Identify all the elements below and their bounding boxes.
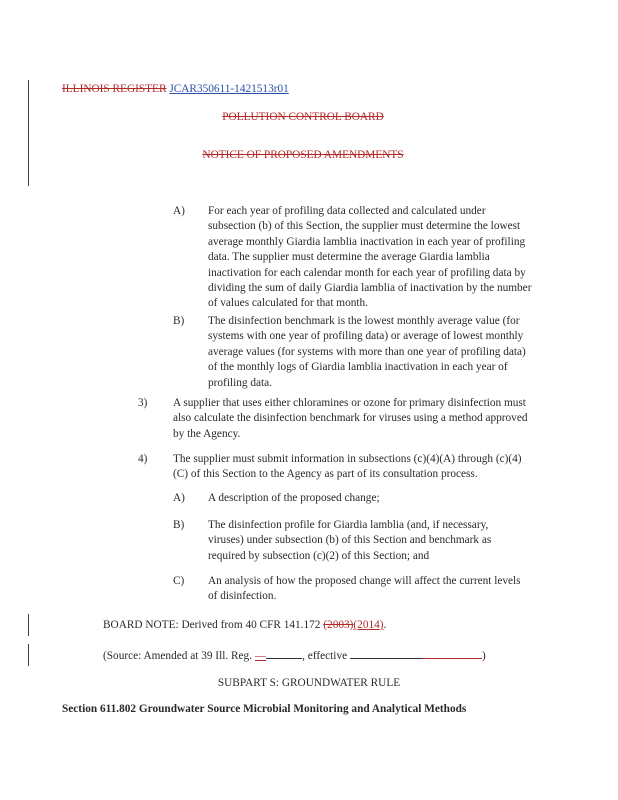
change-bar-header [28, 80, 29, 186]
item-4-label: 4) [138, 453, 148, 465]
source-reg-blank [266, 648, 302, 659]
notice-heading: NOTICE OF PROPOSED AMENDMENTS [202, 149, 404, 161]
section-heading: Section 611.802 Groundwater Source Microbial Monitoring and Analytical Methods [62, 703, 467, 715]
register-header [62, 82, 289, 97]
source-reg-dash: — [254, 650, 267, 662]
change-bar-board-note [28, 614, 29, 636]
register-struck: ILLINOIS REGISTER [62, 83, 167, 95]
board-note: BOARD NOTE: Derived from 40 CFR 141.172 (2003)(2014). [103, 619, 387, 631]
source-effective-blank [350, 648, 422, 659]
item-4b-text: The disinfection profile for Giardia lamblia (and, if necessary, viruses) under subsection (b) of this Section and benchmark as required by subsection (c)(2) of this Section; and [208, 519, 492, 562]
change-bar-source [28, 644, 29, 666]
item-b-label: B) [173, 315, 185, 327]
subpart-heading: SUBPART S: GROUNDWATER RULE [217, 677, 401, 689]
source-effective-blank-red [422, 648, 482, 659]
item-3-text: A supplier that uses either chloramines or ozone for primary disinfection must also calculate the disinfection benchmark for viruses using a method approved by the Agency. [173, 397, 528, 440]
item-4a-label: A) [173, 492, 185, 504]
source-line: (Source: Amended at 39 Ill. Reg. — , effective ) [103, 650, 486, 662]
item-4a-text: A description of the proposed change; [208, 492, 380, 504]
item-4c-text: An analysis of how the proposed change will affect the current levels of disinfection. [208, 575, 521, 603]
item-b-text: The disinfection benchmark is the lowest monthly average value (for systems with one year of profiling data) or average of lowest monthly average values (for systems with more than one year of profiling data) of the monthly logs of Giardia lamblia inactivation in each year of profiling data. [208, 315, 526, 389]
item-3-label: 3) [138, 397, 148, 409]
item-4b-label: B) [173, 519, 185, 531]
item-a-label: A) [173, 205, 185, 217]
board-heading: POLLUTION CONTROL BOARD [222, 111, 384, 123]
jcar-id: JCAR350611-1421513r01 [169, 83, 289, 95]
board-note-new-year: (2014) [353, 619, 384, 631]
board-note-struck-year: (2003) [323, 619, 354, 631]
item-4-text: The supplier must submit information in subsections (c)(4)(A) through (c)(4)(C) of this Section to the Agency as part of its consultation process. [173, 453, 522, 481]
item-a-text: For each year of profiling data collected and calculated under subsection (b) of this Section, the supplier must determine the lowest average monthly Giardia lamblia inactivation in each year of profiling data. The supplier must determine the average Giardia lamblia inactivation for each calendar month for each year of profiling data by dividing the sum of daily Giardia lamblia of inactivation by the number of values calculated for that month. [208, 205, 532, 310]
item-4c-label: C) [173, 575, 185, 587]
